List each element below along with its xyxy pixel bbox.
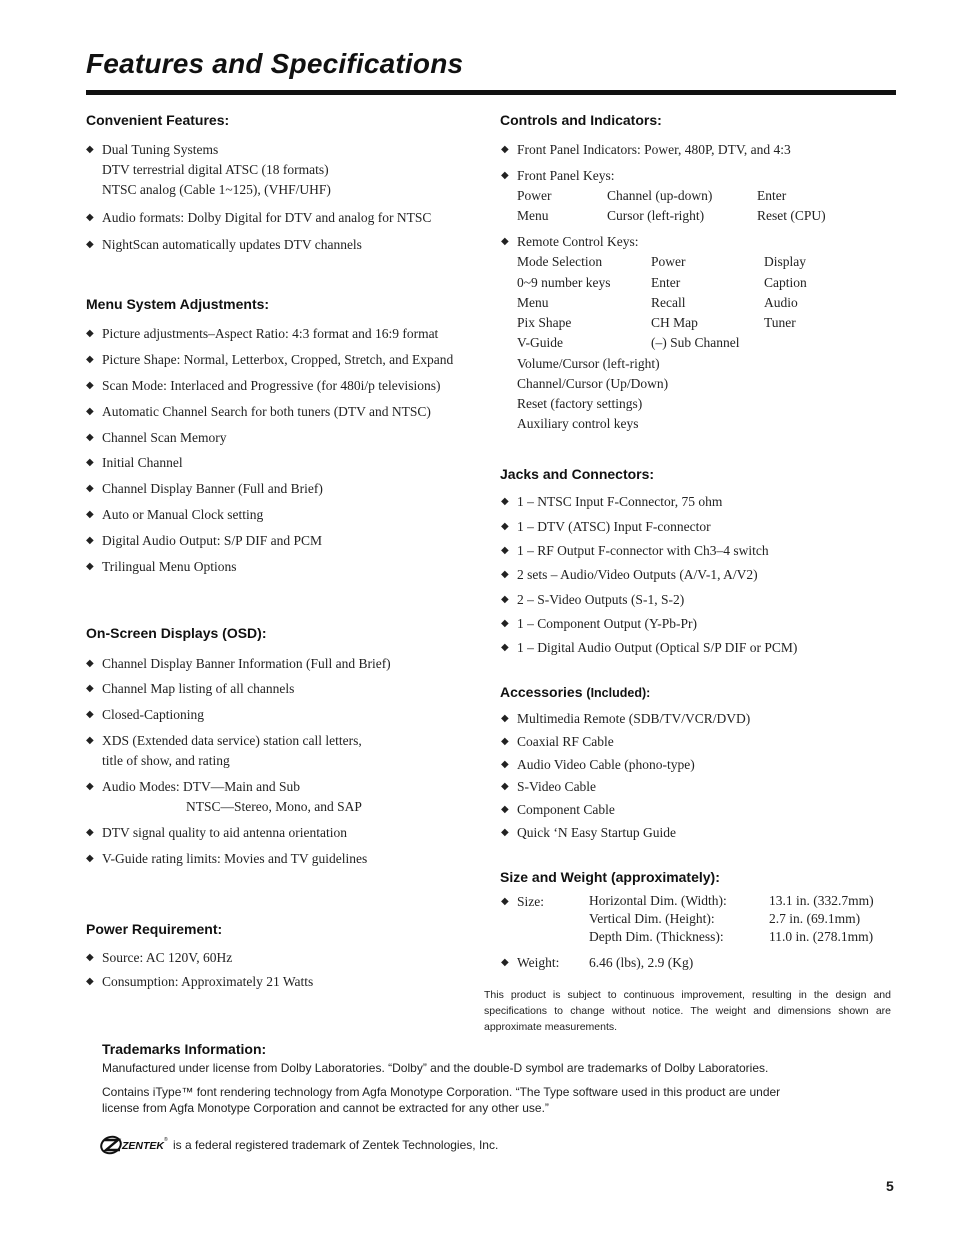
list-item: ◆ Scan Mode: Interlaced and Progressive (for 480i/p televisions) — [102, 376, 441, 396]
key-label: Power — [517, 188, 552, 203]
diamond-bullet-icon: ◆ — [501, 594, 509, 605]
diamond-bullet-icon: ◆ — [501, 545, 509, 556]
key-label: Reset (factory settings) — [517, 396, 643, 411]
disclaimer-note: This product is subject to continuous improvement, resulting in the design and specifications to change without notice. The weight and dimensions shown are approximate measurements. — [484, 989, 891, 1033]
trademark-itype-line2: license from Agfa Monotype Corporation and cannot be extracted for any other use.” — [102, 1101, 549, 1115]
page-title: Features and Specifications — [86, 48, 464, 79]
diamond-bullet-icon: ◆ — [86, 354, 94, 365]
dim-value: 11.0 in. (278.1mm) — [769, 929, 874, 944]
key-label: Power — [651, 254, 686, 269]
diamond-bullet-icon: ◆ — [86, 561, 94, 572]
jacks-heading: Jacks and Connectors: — [500, 466, 655, 482]
osd-heading: On-Screen Displays (OSD): — [86, 625, 267, 641]
dim-label: Horizontal Dim. (Width): — [589, 893, 727, 908]
diamond-bullet-icon: ◆ — [501, 827, 509, 838]
dim-value: 2.7 in. (69.1mm) — [769, 911, 861, 926]
diamond-bullet-icon: ◆ — [501, 170, 509, 181]
key-label: Display — [764, 254, 806, 269]
convenient-heading: Convenient Features: — [86, 112, 230, 128]
list-item: ◆ Picture Shape: Normal, Letterbox, Cropped, Stretch, and Expand — [102, 350, 453, 370]
diamond-bullet-icon: ◆ — [86, 406, 94, 417]
list-item: ◆ DTV signal quality to aid antenna orientation — [102, 823, 347, 843]
key-label: CH Map — [651, 315, 698, 330]
trademark-dolby: Manufactured under license from Dolby Laboratories. “Dolby” and the double-D symbol are trademarks of Dolby Laboratories. — [102, 1061, 769, 1075]
diamond-bullet-icon: ◆ — [501, 804, 509, 815]
key-label: Auxiliary control keys — [517, 416, 639, 431]
list-item: ◆ S-Video Cable — [517, 777, 596, 797]
size-heading: Size and Weight (approximately): — [500, 869, 720, 885]
menu-heading: Menu System Adjustments: — [86, 296, 270, 312]
diamond-bullet-icon: ◆ — [501, 781, 509, 792]
list-item: ◆ Channel Display Banner Information (Full and Brief) — [102, 654, 391, 674]
dim-label: Vertical Dim. (Height): — [589, 911, 715, 926]
key-label: Reset (CPU) — [757, 208, 826, 223]
key-label: Channel/Cursor (Up/Down) — [517, 376, 669, 391]
accessories-heading: Accessories (Included): — [500, 684, 651, 700]
trademark-itype-line1: Contains iType™ font rendering technology from Agfa Monotype Corporation. “The Type software used in this product are under — [102, 1085, 781, 1099]
diamond-bullet-icon: ◆ — [86, 853, 94, 864]
diamond-bullet-icon: ◆ — [86, 328, 94, 339]
list-item: ◆ Front Panel Indicators: Power, 480P, DTV, and 4:3 — [517, 140, 791, 160]
list-item: ◆ Consumption: Approximately 21 Watts — [102, 972, 313, 992]
key-label: Audio — [764, 295, 798, 310]
zentek-logo-icon — [100, 1134, 170, 1161]
dim-label: Depth Dim. (Thickness): — [589, 929, 724, 944]
diamond-bullet-icon: ◆ — [86, 509, 94, 520]
list-item: ◆ Front Panel Keys: — [517, 166, 615, 186]
diamond-bullet-icon: ◆ — [86, 658, 94, 669]
diamond-bullet-icon: ◆ — [501, 569, 509, 580]
key-label: Volume/Cursor (left-right) — [517, 356, 660, 371]
key-label: Caption — [764, 275, 807, 290]
diamond-bullet-icon: ◆ — [86, 735, 94, 746]
list-item: ◆ Audio Modes: DTV—Main and Sub NTSC—Stereo, Mono, and SAP — [86, 779, 362, 814]
list-item: ◆ Digital Audio Output: S/P DIF and PCM — [102, 531, 322, 551]
diamond-bullet-icon: ◆ — [86, 144, 94, 155]
list-item: ◆ V-Guide rating limits: Movies and TV guidelines — [102, 849, 367, 869]
list-item: ◆ NightScan automatically updates DTV channels — [102, 235, 362, 255]
list-item: ◆ Dual Tuning Systems DTV terrestrial digital ATSC (18 formats) NTSC analog (Cable 1~125), (VHF/UHF) — [86, 142, 331, 197]
list-item: ◆ 2 sets – Audio/Video Outputs (A/V-1, A/V2) — [517, 565, 758, 585]
diamond-bullet-icon: ◆ — [501, 642, 509, 653]
key-label: Menu — [517, 295, 549, 310]
list-item: ◆ Trilingual Menu Options — [102, 557, 237, 577]
list-item: ◆ 1 – RF Output F-connector with Ch3–4 switch — [517, 541, 769, 561]
diamond-bullet-icon: ◆ — [501, 236, 509, 247]
page-number: 5 — [886, 1178, 894, 1194]
list-item: ◆ Closed-Captioning — [102, 705, 204, 725]
list-item: ◆ Remote Control Keys: — [517, 232, 639, 252]
diamond-bullet-icon: ◆ — [501, 618, 509, 629]
diamond-bullet-icon: ◆ — [86, 483, 94, 494]
svg-text:®: ® — [164, 1137, 168, 1143]
diamond-bullet-icon: ◆ — [86, 239, 94, 250]
list-item: ◆ Multimedia Remote (SDB/TV/VCR/DVD) — [517, 709, 750, 729]
diamond-bullet-icon: ◆ — [501, 496, 509, 507]
list-item: ◆ Quick ‘N Easy Startup Guide — [517, 823, 676, 843]
list-item: ◆ XDS (Extended data service) station call letters, title of show, and rating — [86, 733, 362, 768]
dim-value: 13.1 in. (332.7mm) — [769, 893, 874, 908]
zentek-logo-text: ZENTEK — [122, 1140, 164, 1152]
list-item: ◆ Channel Display Banner (Full and Brief) — [102, 479, 323, 499]
power-heading: Power Requirement: — [86, 921, 223, 937]
diamond-bullet-icon: ◆ — [501, 736, 509, 747]
list-item: ◆ Audio formats: Dolby Digital for DTV and analog for NTSC — [102, 208, 431, 228]
diamond-bullet-icon: ◆ — [86, 709, 94, 720]
list-item: ◆ 1 – NTSC Input F-Connector, 75 ohm — [517, 492, 722, 512]
list-item: ◆ 1 – DTV (ATSC) Input F-connector — [517, 517, 711, 537]
diamond-bullet-icon: ◆ — [86, 827, 94, 838]
key-label: Enter — [757, 188, 787, 203]
list-item: ◆ Initial Channel — [102, 453, 183, 473]
diamond-bullet-icon: ◆ — [86, 432, 94, 443]
diamond-bullet-icon: ◆ — [86, 535, 94, 546]
diamond-bullet-icon: ◆ — [501, 957, 509, 968]
key-label: 0~9 number keys — [517, 275, 611, 290]
list-item: ◆ Coaxial RF Cable — [517, 732, 614, 752]
key-label: Pix Shape — [517, 315, 572, 330]
list-item: ◆ Automatic Channel Search for both tuners (DTV and NTSC) — [102, 402, 431, 422]
list-item: ◆ Picture adjustments–Aspect Ratio: 4:3 format and 16:9 format — [102, 324, 438, 344]
key-label: V-Guide — [517, 335, 563, 350]
key-label: Cursor (left-right) — [607, 208, 705, 223]
diamond-bullet-icon: ◆ — [86, 457, 94, 468]
key-label: Mode Selection — [517, 254, 603, 269]
list-item: ◆ Component Cable — [517, 800, 615, 820]
diamond-bullet-icon: ◆ — [86, 952, 94, 963]
diamond-bullet-icon: ◆ — [86, 781, 94, 792]
size-label: ◆ Size: — [517, 892, 544, 912]
list-item: ◆ Channel Scan Memory — [102, 428, 226, 448]
diamond-bullet-icon: ◆ — [501, 896, 509, 907]
weight-label: ◆ Weight: — [517, 953, 559, 973]
weight-value: 6.46 (lbs), 2.9 (Kg) — [589, 955, 694, 970]
list-item: ◆ Channel Map listing of all channels — [102, 679, 294, 699]
title-rule — [86, 90, 896, 95]
diamond-bullet-icon: ◆ — [501, 713, 509, 724]
diamond-bullet-icon: ◆ — [86, 212, 94, 223]
list-item: ◆ Auto or Manual Clock setting — [102, 505, 263, 525]
controls-heading: Controls and Indicators: — [500, 112, 662, 128]
diamond-bullet-icon: ◆ — [501, 144, 509, 155]
key-label: Recall — [651, 295, 686, 310]
key-label: Tuner — [764, 315, 796, 330]
key-label: Enter — [651, 275, 681, 290]
list-item: ◆ 1 – Component Output (Y-Pb-Pr) — [517, 614, 697, 634]
list-item: ◆ Source: AC 120V, 60Hz — [102, 948, 232, 968]
key-label: Channel (up-down) — [607, 188, 713, 203]
trademarks-heading: Trademarks Information: — [102, 1041, 267, 1057]
list-item: ◆ 2 – S-Video Outputs (S-1, S-2) — [517, 590, 684, 610]
diamond-bullet-icon: ◆ — [86, 683, 94, 694]
diamond-bullet-icon: ◆ — [501, 759, 509, 770]
key-label: (–) Sub Channel — [651, 335, 740, 350]
key-label: Menu — [517, 208, 549, 223]
trademark-zentek: is a federal registered trademark of Zentek Technologies, Inc. — [173, 1138, 499, 1152]
list-item: ◆ 1 – Digital Audio Output (Optical S/P DIF or PCM) — [517, 638, 797, 658]
diamond-bullet-icon: ◆ — [86, 380, 94, 391]
list-item: ◆ Audio Video Cable (phono-type) — [517, 755, 695, 775]
diamond-bullet-icon: ◆ — [86, 976, 94, 987]
diamond-bullet-icon: ◆ — [501, 521, 509, 532]
